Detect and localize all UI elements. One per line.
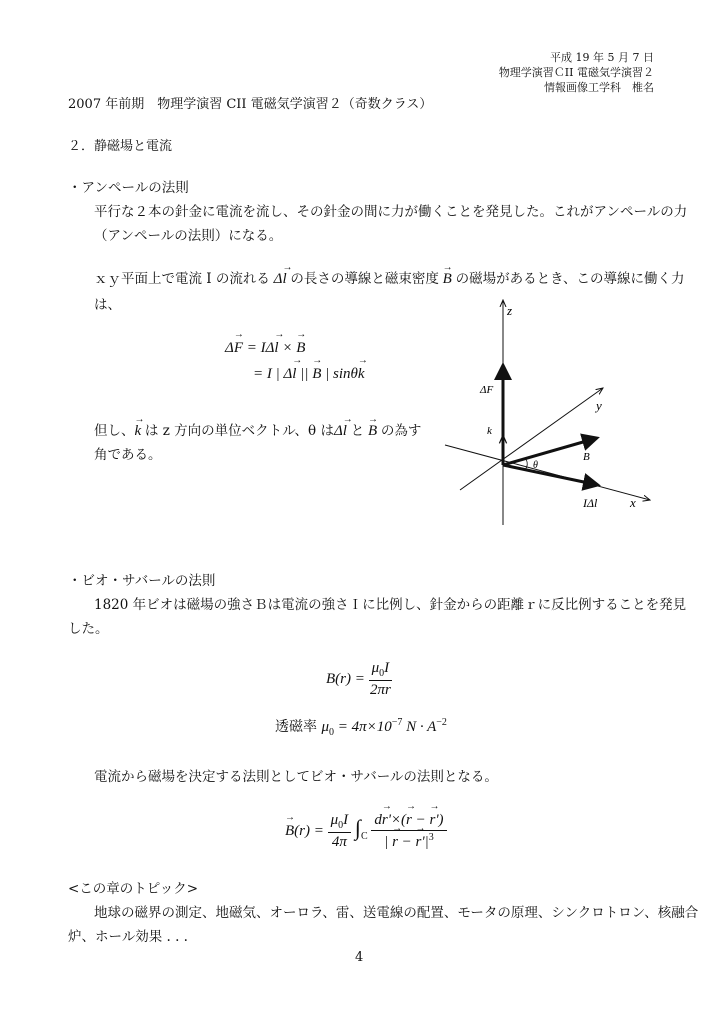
topics-line1: 地球の磁界の測定、地磁気、オーロラ、雷、送電線の配置、モータの原理、シンクロトロン、核融合 [94, 905, 699, 921]
page-number: 4 [355, 950, 364, 965]
ampere-p1-line2: （アンペールの法則）になる。 [94, 228, 283, 244]
y-axis [460, 388, 603, 490]
label-theta: θ [533, 460, 538, 471]
header-dept: 情報画像工学科 椎名 [544, 81, 654, 94]
doc-title: 2007 年前期 物理学演習 CII 電磁気学演習２（奇数クラス） [68, 97, 433, 112]
label-z: z [507, 303, 513, 318]
permeability-line: 透磁率 $\mu_0 = 4\pi\times 10^{-7}$ $N \cdot A^{-2}$ [275, 717, 447, 738]
label-b: B [583, 451, 590, 463]
header-course: 物理学演習ＣII 電磁気学演習２ [498, 66, 654, 79]
label-x: x [630, 495, 636, 510]
equation-biot-simple: B(r) = $\frac{\mu_0I}{2\pi r}$ [326, 660, 391, 698]
label-current-element: IΔl [583, 496, 598, 510]
section-title: ２．静磁場と電流 [68, 139, 173, 154]
biot-p2: 電流から磁場を決定する法則としてビオ・サバールの法則となる。 [94, 769, 498, 785]
equation-force-magnitude: = I | Δ→ l || → B | sinθ→ k [253, 366, 365, 383]
ampere-p1-line1: 平行な２本の針金に電流を流し、その針金の間に力が働くことを発見した。これがアンペールの力 [94, 204, 688, 220]
equation-biot-savart: → B(r) = $\frac{\mu_0I}{4\pi}$ $\int_C$ $\frac{d\to r'\times(\to r - \to r')}{| \to r - \to r'|^3}$ [285, 812, 447, 851]
ampere-p2-line1: ｘｙ平面上で電流 I の流れる Δ→ l の長さの導線と磁束密度 → B の磁場があるとき、この導線に働く力 [94, 266, 685, 292]
header-date: 平成 19 年 5 月 7 日 [550, 51, 654, 64]
label-y: y [596, 398, 602, 413]
permeability-label: 透磁率 [275, 719, 317, 735]
ampere-note-line2: 角である。 [94, 447, 162, 463]
biot-p1-line2: した。 [68, 621, 109, 637]
ampere-note-line1: 但し、→ k は z 方向の単位ベクトル、θ はΔ→ l と → B の為す [94, 418, 421, 444]
label-force: ΔF [480, 384, 494, 396]
current-element-vector [503, 465, 598, 485]
force-vector-diagram [440, 295, 670, 525]
topics-line2: 炉、ホール効果 . . . [68, 929, 188, 945]
biot-p1-line1: 1820 年ビオは磁場の強さＢは電流の強さＩに比例し、針金からの距離ｒに反比例することを発見 [94, 597, 687, 613]
biot-heading: ・ビオ・サバールの法則 [68, 573, 216, 589]
ampere-heading: ・アンペールの法則 [68, 180, 189, 196]
equation-force: Δ→ F = IΔ→ l × → B [225, 340, 305, 357]
label-k: k [487, 425, 492, 437]
ampere-p2-line2: は、 [94, 297, 121, 313]
topics-heading: <この章のトピック> [68, 881, 199, 897]
